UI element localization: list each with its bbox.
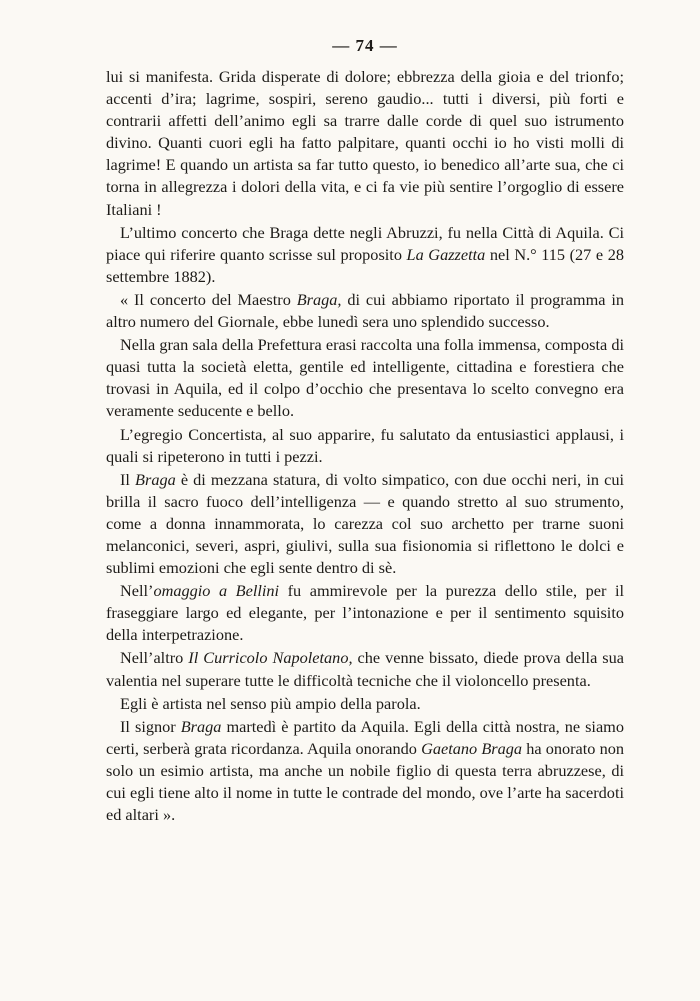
paragraph-p8 — [106, 647, 624, 691]
italic-text: Braga — [135, 469, 176, 489]
paragraph-p3 — [106, 289, 624, 333]
paragraph-p5 — [106, 424, 624, 468]
paragraph-p6 — [106, 469, 624, 579]
text-segment: Egli è artista nel senso più ampio della parola. — [120, 693, 421, 713]
paragraph-p2 — [106, 222, 624, 288]
paragraph-p10 — [106, 716, 624, 826]
page-number: — 74 — — [332, 36, 398, 55]
italic-text: Gaetano Braga — [421, 738, 523, 758]
paragraph-p7 — [106, 580, 624, 646]
italic-text: omaggio a Bellini — [153, 581, 280, 601]
book-page — [106, 34, 624, 826]
text-segment: fu ammirevole per la purezza dello stile, per il fraseggiare largo ed elegante, per l’intonazione e per il sentimento squisito della interpetrazione. — [106, 581, 625, 645]
text-segment: martedì è partito da Aquila. Egli della città nostra, ne siamo certi, serberà grata ricordanza. Aquila onorando — [106, 716, 624, 758]
italic-text: La Gazzetta — [406, 244, 486, 264]
text-segment: è di mezzana statura, di volto simpatico, con due occhi neri, in cui brilla il sacro fuoco dell’intelligenza — e quando stretto al suo strumento, come a donna innammorata, lo carezza col suo archetto per trarne suoni melanconici, severi, aspri, giulivi, sulla sua fisionomia si riflettono le dolci e sublimi emozioni che egli sente dentro di sè. — [106, 469, 624, 578]
text-segment: lui si manifesta. Grida disperate di dolore; ebbrezza della gioia e del trionfo; accenti d’ira; lagrime, sospiri, sereno gaudio... tutti i diversi, più forti e contrarii affetti dell’animo egli sa trarre dalle corde di quel suo istrumento divino. Quanti cuori egli ha fatto palpitare, quanti occhi io ho visti molli di lagrime! E quando un artista sa far tutto questo, io benedico all’arte sua, che ci torna in allegrezza i dolori della vita, e ci fa vie più sentire l’orgoglio di essere Italiani ! — [106, 67, 624, 219]
paragraph-p1 — [106, 66, 624, 221]
text-segment: ha onorato non solo un esimio artista, ma anche un nobile figlio di questa terra abruzzese, di cui egli tiene alto il nome in tutte le contrade del mondo, ove l’arte ha sacerdoti ed altari ». — [106, 738, 625, 825]
text-segment: L’egregio Concertista, al suo apparire, fu salutato da entusiastici applausi, i quali si ripeterono in tutti i pezzi. — [106, 424, 624, 466]
text-segment: Nell’ — [120, 581, 154, 601]
text-segment: Nell’altro — [120, 648, 189, 668]
text-segment: Nella gran sala della Prefettura erasi raccolta una folla immensa, composta di quasi tutta la società eletta, gentile ed intelligente, cittadina e forestiera che trovasi in Aquila, ed il colpo d’occhio che presentava lo scelto convegno era veramente seducente e bello. — [106, 335, 624, 421]
paragraph-p4 — [106, 334, 624, 422]
text-segment: che venne bissato, diede prova della sua valentia nel superare tutte le difficoltà tecniche che il violoncello presenta. — [106, 648, 624, 690]
text-segment: Il signor — [120, 716, 181, 736]
text-body — [106, 66, 624, 826]
paragraph-p9 — [106, 693, 624, 715]
italic-text: Braga — [180, 716, 222, 736]
text-segment: di cui abbiamo riportato il programma in altro numero del Giornale, ebbe lunedì sera uno splendido successo. — [106, 289, 624, 332]
text-segment: « Il concerto del Maestro — [120, 289, 297, 309]
text-segment: L’ultimo concerto che Braga dette negli Abruzzi, fu nella Città di Aquila. Ci piace qui riferire quanto scrisse sul proposito — [106, 222, 624, 264]
italic-text: Braga, — [296, 289, 342, 309]
text-segment: Il — [120, 469, 136, 489]
italic-text: Il Curricolo Napoletano, — [188, 648, 353, 668]
text-segment: nel N.° 115 (27 e 28 settembre 1882). — [106, 244, 624, 286]
